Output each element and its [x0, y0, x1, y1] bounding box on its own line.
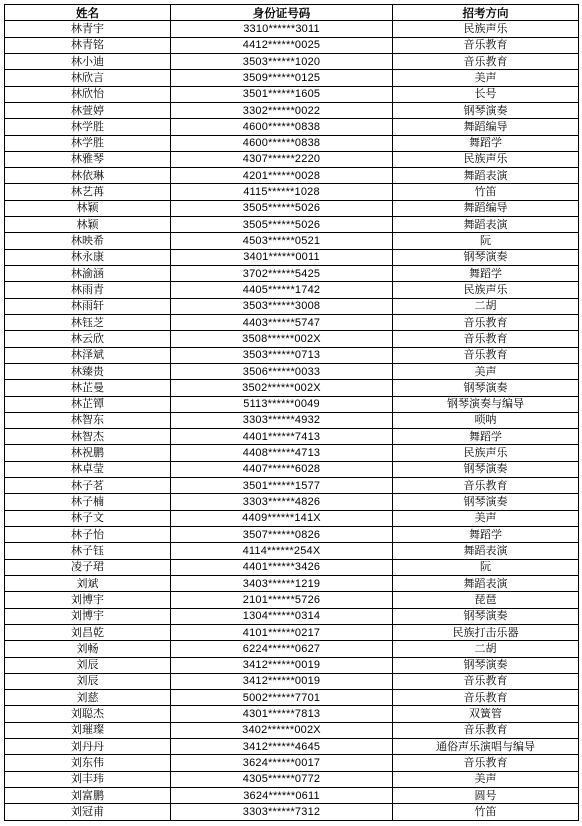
cell-id: 3503******1020: [171, 53, 393, 69]
cell-id: 4401******7413: [171, 429, 393, 445]
cell-name: 林雨轩: [5, 298, 171, 314]
cell-id: 4101******0217: [171, 624, 393, 640]
table-row: [5, 298, 579, 314]
cell-id: 3503******3008: [171, 298, 393, 314]
cell-major: 舞蹈表演: [393, 543, 579, 559]
cell-major: 唢呐: [393, 412, 579, 428]
cell-major: 圆号: [393, 788, 579, 804]
cell-id: 4405******1742: [171, 282, 393, 298]
table-row: [5, 200, 579, 216]
cell-name: 刘辰: [5, 657, 171, 673]
table-row: [5, 37, 579, 53]
cell-id: 3702******5425: [171, 266, 393, 282]
table-row: [5, 739, 579, 755]
cell-id: 3624******0017: [171, 755, 393, 771]
cell-name: 林青铭: [5, 37, 171, 53]
cell-id: 3505******5026: [171, 217, 393, 233]
cell-id: 2101******5726: [171, 592, 393, 608]
cell-id: 4115******1028: [171, 184, 393, 200]
cell-major: 钢琴演奏: [393, 102, 579, 118]
table-row: [5, 804, 579, 820]
cell-name: 林智东: [5, 412, 171, 428]
cell-id: 4401******3426: [171, 559, 393, 575]
cell-major: 舞蹈表演: [393, 575, 579, 591]
cell-name: 林颖: [5, 200, 171, 216]
table-row: [5, 363, 579, 379]
cell-major: 阮: [393, 233, 579, 249]
cell-id: 5002******7701: [171, 690, 393, 706]
cell-name: 林学胜: [5, 119, 171, 135]
table-row: [5, 135, 579, 151]
table-row: [5, 233, 579, 249]
cell-name: 林子文: [5, 510, 171, 526]
cell-name: 林钰芝: [5, 314, 171, 330]
table-row: [5, 771, 579, 787]
cell-name: 刘冠甫: [5, 804, 171, 820]
table-row: [5, 478, 579, 494]
cell-name: 刘丹丹: [5, 739, 171, 755]
cell-major: 音乐教育: [393, 347, 579, 363]
cell-major: 民族声乐: [393, 282, 579, 298]
cell-id: 3505******5026: [171, 200, 393, 216]
cell-major: 通俗声乐演唱与编导: [393, 739, 579, 755]
table-row: [5, 445, 579, 461]
cell-name: 林青宇: [5, 21, 171, 37]
cell-id: 3303******4826: [171, 494, 393, 510]
cell-id: 4503******0521: [171, 233, 393, 249]
cell-major: 舞蹈学: [393, 135, 579, 151]
cell-name: 刘东伟: [5, 755, 171, 771]
cell-name: 林颖: [5, 217, 171, 233]
cell-id: 4114******254X: [171, 543, 393, 559]
cell-id: 3303******7312: [171, 804, 393, 820]
cell-major: 舞蹈表演: [393, 168, 579, 184]
cell-major: 舞蹈编导: [393, 200, 579, 216]
cell-name: 刘斌: [5, 575, 171, 591]
cell-id: 5113******0049: [171, 396, 393, 412]
cell-name: 林依琳: [5, 168, 171, 184]
cell-major: 钢琴演奏: [393, 461, 579, 477]
table-row: [5, 217, 579, 233]
cell-name: 林子茗: [5, 478, 171, 494]
cell-id: 3501******1605: [171, 86, 393, 102]
cell-name: 林艺苒: [5, 184, 171, 200]
table-row: [5, 380, 579, 396]
table-row: [5, 755, 579, 771]
table-row: [5, 70, 579, 86]
cell-name: 刘昌乾: [5, 624, 171, 640]
cell-id: 3401******0011: [171, 249, 393, 265]
cell-name: 林永康: [5, 249, 171, 265]
cell-name: 林子钰: [5, 543, 171, 559]
cell-id: 3506******0033: [171, 363, 393, 379]
table-row: [5, 396, 579, 412]
cell-name: 刘丰玮: [5, 771, 171, 787]
cell-name: 刘博宇: [5, 592, 171, 608]
cell-name: 林渝涵: [5, 266, 171, 282]
cell-major: 音乐教育: [393, 478, 579, 494]
admission-table: [4, 4, 579, 821]
cell-name: 林雨青: [5, 282, 171, 298]
cell-name: 林祝鹏: [5, 445, 171, 461]
admission-list-sheet: [4, 4, 579, 821]
cell-id: 3412******4645: [171, 739, 393, 755]
table-row: [5, 151, 579, 167]
table-row: [5, 21, 579, 37]
table-row: [5, 184, 579, 200]
table-row: [5, 690, 579, 706]
table-row: [5, 559, 579, 575]
cell-major: 音乐教育: [393, 722, 579, 738]
cell-major: 民族打击乐器: [393, 624, 579, 640]
cell-major: 舞蹈学: [393, 266, 579, 282]
cell-id: 4412******0025: [171, 37, 393, 53]
cell-name: 林雅琴: [5, 151, 171, 167]
cell-id: 6224******0627: [171, 641, 393, 657]
cell-id: 4600******0838: [171, 119, 393, 135]
cell-major: 二胡: [393, 641, 579, 657]
header-id: 身份证号码: [171, 5, 393, 21]
table-row: [5, 86, 579, 102]
cell-name: 刘博宇: [5, 608, 171, 624]
cell-name: 刘璀璨: [5, 722, 171, 738]
cell-id: 4307******2220: [171, 151, 393, 167]
table-row: [5, 102, 579, 118]
cell-major: 阮: [393, 559, 579, 575]
cell-name: 林子楠: [5, 494, 171, 510]
cell-name: 林学胜: [5, 135, 171, 151]
cell-major: 钢琴演奏: [393, 657, 579, 673]
cell-major: 民族声乐: [393, 445, 579, 461]
table-row: [5, 412, 579, 428]
cell-major: 舞蹈学: [393, 429, 579, 445]
cell-major: 美声: [393, 771, 579, 787]
table-row: [5, 249, 579, 265]
table-row: [5, 510, 579, 526]
cell-name: 林芷曼: [5, 380, 171, 396]
cell-id: 4305******0772: [171, 771, 393, 787]
cell-id: 3501******1577: [171, 478, 393, 494]
cell-name: 林泽斌: [5, 347, 171, 363]
cell-id: 3507******0826: [171, 527, 393, 543]
cell-name: 刘慈: [5, 690, 171, 706]
cell-major: 音乐教育: [393, 314, 579, 330]
cell-name: 林小迪: [5, 53, 171, 69]
cell-id: 3303******4932: [171, 412, 393, 428]
cell-major: 钢琴演奏: [393, 380, 579, 396]
cell-major: 长号: [393, 86, 579, 102]
table-row: [5, 429, 579, 445]
cell-major: 民族声乐: [393, 21, 579, 37]
cell-id: 4201******0028: [171, 168, 393, 184]
cell-major: 舞蹈学: [393, 527, 579, 543]
table-row: [5, 282, 579, 298]
cell-major: 音乐教育: [393, 673, 579, 689]
table-row: [5, 788, 579, 804]
cell-id: 3310******3011: [171, 21, 393, 37]
table-row: [5, 168, 579, 184]
table-row: [5, 314, 579, 330]
table-row: [5, 608, 579, 624]
cell-name: 林智杰: [5, 429, 171, 445]
cell-name: 刘聪杰: [5, 706, 171, 722]
cell-major: 民族声乐: [393, 151, 579, 167]
cell-id: 4403******5747: [171, 314, 393, 330]
table-row: [5, 53, 579, 69]
cell-major: 音乐教育: [393, 37, 579, 53]
table-row: [5, 543, 579, 559]
cell-id: 4408******4713: [171, 445, 393, 461]
cell-name: 刘富鹏: [5, 788, 171, 804]
cell-major: 音乐教育: [393, 690, 579, 706]
cell-name: 林映希: [5, 233, 171, 249]
header-name: 姓名: [5, 5, 171, 21]
table-row: [5, 722, 579, 738]
cell-major: 美声: [393, 510, 579, 526]
table-row: [5, 266, 579, 282]
table-row: [5, 657, 579, 673]
cell-id: 3412******0019: [171, 673, 393, 689]
cell-id: 3624******0611: [171, 788, 393, 804]
cell-major: 舞蹈编导: [393, 119, 579, 135]
cell-major: 双簧管: [393, 706, 579, 722]
table-row: [5, 331, 579, 347]
cell-id: 3508******002X: [171, 331, 393, 347]
cell-major: 舞蹈表演: [393, 217, 579, 233]
cell-id: 4301******7813: [171, 706, 393, 722]
cell-major: 钢琴演奏与编导: [393, 396, 579, 412]
header-row: [5, 5, 579, 21]
cell-name: 林云欣: [5, 331, 171, 347]
table-row: [5, 706, 579, 722]
table-row: [5, 119, 579, 135]
table-row: [5, 592, 579, 608]
table-body: [5, 21, 579, 820]
cell-major: 琵琶: [393, 592, 579, 608]
cell-id: 4409******141X: [171, 510, 393, 526]
table-row: [5, 494, 579, 510]
cell-name: 林臻贵: [5, 363, 171, 379]
cell-name: 林子怡: [5, 527, 171, 543]
cell-name: 林萱婷: [5, 102, 171, 118]
cell-major: 音乐教育: [393, 755, 579, 771]
cell-name: 林卓莹: [5, 461, 171, 477]
cell-name: 林欣言: [5, 70, 171, 86]
table-row: [5, 527, 579, 543]
cell-major: 音乐教育: [393, 331, 579, 347]
cell-id: 3302******0022: [171, 102, 393, 118]
cell-id: 3402******002X: [171, 722, 393, 738]
cell-major: 钢琴演奏: [393, 249, 579, 265]
table-row: [5, 673, 579, 689]
cell-id: 1304******0314: [171, 608, 393, 624]
table-row: [5, 461, 579, 477]
table-row: [5, 347, 579, 363]
cell-id: 3509******0125: [171, 70, 393, 86]
cell-id: 3403******1219: [171, 575, 393, 591]
cell-major: 钢琴演奏: [393, 608, 579, 624]
cell-id: 3503******0713: [171, 347, 393, 363]
header-major: 招考方向: [393, 5, 579, 21]
table-row: [5, 575, 579, 591]
cell-major: 竹笛: [393, 184, 579, 200]
cell-name: 刘畅: [5, 641, 171, 657]
cell-major: 二胡: [393, 298, 579, 314]
cell-id: 3502******002X: [171, 380, 393, 396]
table-row: [5, 641, 579, 657]
cell-major: 美声: [393, 363, 579, 379]
cell-name: 凌子珺: [5, 559, 171, 575]
table-row: [5, 624, 579, 640]
cell-id: 4600******0838: [171, 135, 393, 151]
cell-major: 音乐教育: [393, 53, 579, 69]
cell-major: 美声: [393, 70, 579, 86]
cell-id: 3412******0019: [171, 657, 393, 673]
cell-major: 钢琴演奏: [393, 494, 579, 510]
cell-name: 林欣怡: [5, 86, 171, 102]
cell-name: 林芷镡: [5, 396, 171, 412]
cell-name: 刘辰: [5, 673, 171, 689]
cell-major: 竹笛: [393, 804, 579, 820]
cell-id: 4407******6028: [171, 461, 393, 477]
